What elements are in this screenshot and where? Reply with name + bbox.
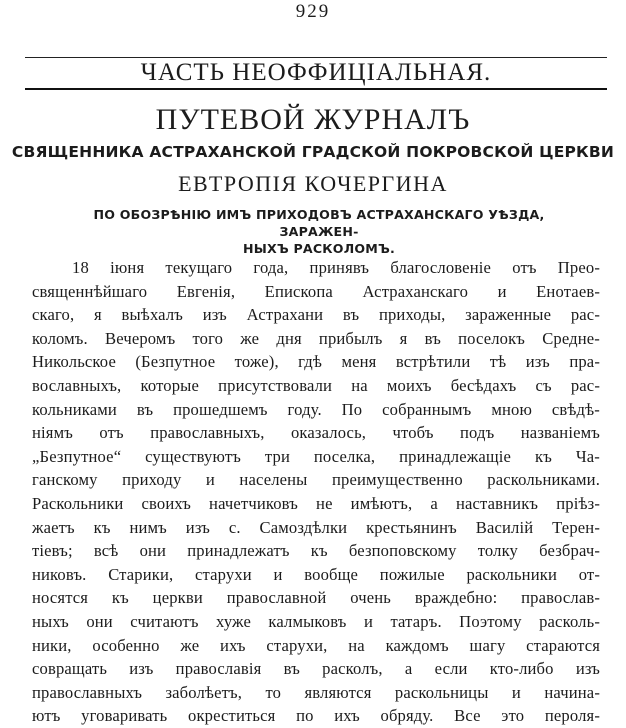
body-line: „Безпутное“ существуютъ три поселка, принадлежащіе къ Ча- bbox=[32, 446, 600, 466]
header-rule-bottom bbox=[25, 88, 607, 90]
body-line: ныхъ они считаютъ хуже калмыковъ и татаръ. Поэтому расколь- bbox=[32, 611, 600, 631]
journal-title: ПУТЕВОЙ ЖУРНАЛЪ bbox=[155, 103, 471, 136]
body-line: тіевъ; всѣ они принадлежатъ къ безпоповскому толку безбрач- bbox=[32, 541, 600, 561]
body-line: православныхъ заболѣетъ, то являются раскольницы и начина- bbox=[32, 682, 600, 702]
body-line: носятся къ церкви православной очень враждебно: православ- bbox=[32, 588, 600, 608]
journal-author: ЕВТРОПІЯ КОЧЕРГИНА bbox=[178, 171, 448, 196]
body-line: ганскому приходу и населены преимущественно раскольниками. bbox=[32, 470, 600, 490]
description-line: НЫХЪ РАСКОЛОМЪ. bbox=[242, 241, 396, 256]
page-number: 929 bbox=[295, 1, 331, 22]
body-line: кольниками въ прошедшемъ году. По собраннымъ мною свѣдѣ- bbox=[32, 399, 600, 419]
body-line: коломъ. Вечеромъ того же дня прибылъ я въ поселокъ Средне- bbox=[32, 328, 600, 348]
body-line: жаетъ къ нимъ изъ с. Самоздѣлки крестьянинъ Василій Терен- bbox=[32, 517, 600, 537]
body-line: никовъ. Старики, старухи и вообще пожилые раскольники от- bbox=[32, 564, 600, 584]
description-line: ПО ОБОЗРѢНІЮ ИМЪ ПРИХОДОВЪ АСТРАХАНСКАГО УѢЗДА, ЗАРАЖЕН- bbox=[93, 207, 545, 239]
journal-subtitle: СВЯЩЕННИКА АСТРАХАНСКОЙ ГРАДСКОЙ ПОКРОВСКОЙ ЦЕРКВИ bbox=[11, 143, 615, 161]
body-line: вославныхъ, которые присутствовали на моихъ бесѣдахъ съ рас- bbox=[32, 375, 600, 395]
section-heading bbox=[25, 57, 607, 89]
section-heading-text: ЧАСТЬ НЕОФФИЦІАЛЬНАЯ. bbox=[129, 59, 504, 86]
body-line: Раскольники своихъ начетчиковъ не имѣютъ, а наставникъ пріѣз- bbox=[32, 493, 600, 513]
body-line: ніямъ отъ православныхъ, оказалось, чтобъ подъ названіемъ bbox=[32, 423, 600, 443]
body-line: скаго, я выѣхалъ изъ Астрахани въ приходы, зараженные рас- bbox=[32, 305, 600, 325]
body-line: 18 іюня текущаго года, принявъ благословеніе отъ Прео- bbox=[72, 258, 600, 277]
body-line: священнѣйшаго Евгенія, Епископа Астраханскаго и Енотаев- bbox=[32, 281, 600, 301]
body-line: ютъ уговаривать окреститься по ихъ обряду. Все это пероля- bbox=[32, 706, 600, 726]
body-text bbox=[32, 256, 600, 728]
journal-description bbox=[70, 206, 568, 257]
body-line: Никольское (Безпутное тоже), гдѣ меня встрѣтили тѣ изъ пра- bbox=[32, 352, 600, 372]
body-line: ники, особенно же ихъ старухи, на каждомъ шагу стараются bbox=[32, 635, 600, 655]
body-line: совращать изъ православія въ расколъ, а если кто-либо изъ bbox=[32, 659, 600, 679]
